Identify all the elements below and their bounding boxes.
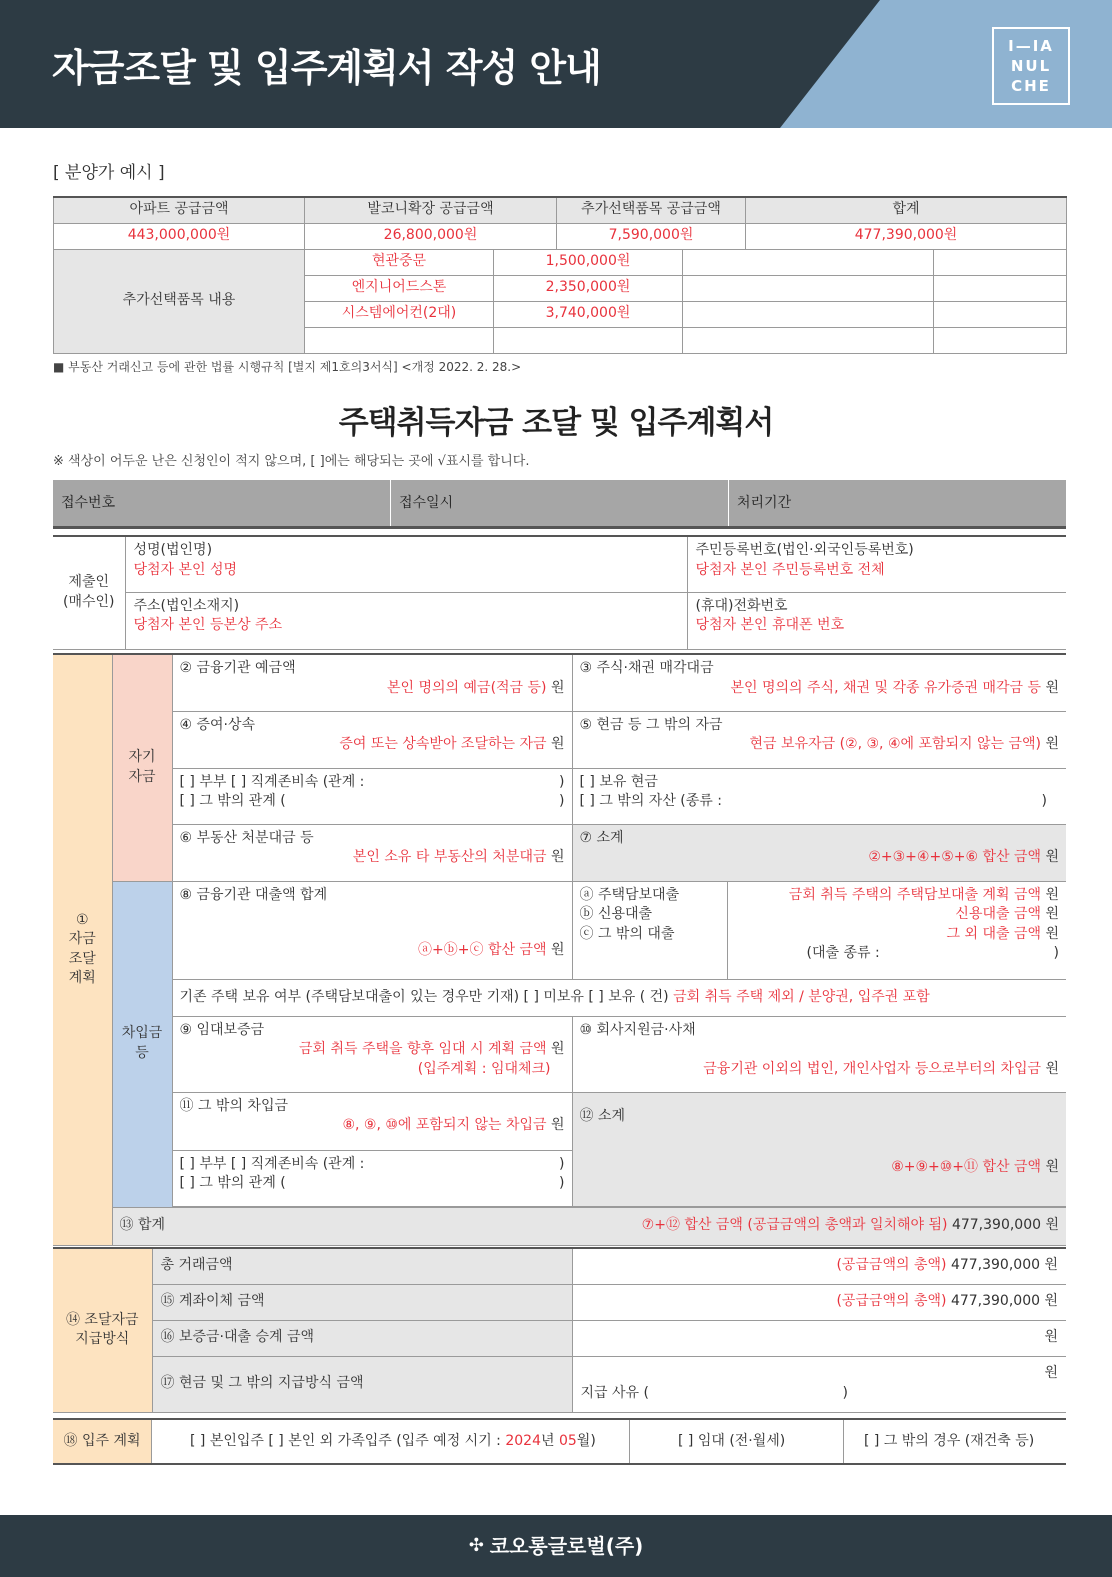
rental-deposit-field[interactable]: ⑨ 임대보증금 금회 취득 주택을 향후 임대 시 계획 금액 원 (입주계획 : 임대체크) <box>172 1016 572 1092</box>
existing-house-field[interactable]: 기존 주택 보유 여부 (주택담보대출이 있는 경우만 기재) [ ] 미보유 [ ] 보유 ( 건) 금회 취득 주택 제외 / 분양권, 입주권 포함 <box>172 979 1066 1016</box>
empty-cell <box>683 249 934 275</box>
form-hint: ※ 색상이 어두운 난은 신청인이 적지 않으며, [ ]에는 해당되는 곳에 √표시를 합니다. <box>53 454 530 469</box>
id-number-field[interactable]: 주민등록번호(법인·외국인등록번호) 당첨자 본인 주민등록번호 전체 <box>687 536 1066 592</box>
loan-total-field[interactable]: ⑧ 금융기관 대출액 합계 ⓐ+ⓑ+ⓒ 합산 금액 원 <box>172 881 572 979</box>
legal-note: ■ 부동산 거래신고 등에 관한 법률 시행규칙 [별지 제1호의3서식] <개정 2022. 2. 28.> <box>53 360 522 374</box>
header-banner <box>0 0 1112 128</box>
logo-line: I—IA <box>1008 37 1054 55</box>
brand-logo <box>992 27 1070 105</box>
value-cell: 7,590,000원 <box>557 223 746 249</box>
cash-amount-label: ⑰ 현금 및 그 밖의 지급방식 금액 <box>152 1356 572 1412</box>
transfer-amount-label: ⑮ 계좌이체 금액 <box>152 1284 572 1320</box>
cash-field[interactable]: ⑤ 현금 등 그 밖의 자금 현금 보유자금 (②, ③, ④에 포함되지 않는 금액) 원 <box>572 711 1066 768</box>
stock-field[interactable]: ③ 주식·채권 매각대금 본인 명의의 주식, 채권 및 각종 유가증권 매각금 등 원 <box>572 654 1066 711</box>
loan-subtotal-field: ⑫ 소계 ⑧+⑨+⑩+⑪ 합산 금액 원 <box>572 1092 1066 1206</box>
payment-section-label: ⑭ 조달자금 지급방식 <box>53 1248 152 1412</box>
option-price: 1,500,000원 <box>494 249 683 275</box>
empty-cell <box>934 249 1067 275</box>
empty-cell <box>934 327 1067 353</box>
footer-bar <box>0 1515 1112 1577</box>
empty-cell <box>683 327 934 353</box>
cash-type-field[interactable]: [ ] 보유 현금 [ ] 그 밖의 자산 (종류 : ) <box>572 768 1066 824</box>
header-cell: 추가선택품목 공급금액 <box>557 197 746 223</box>
page-title: 자금조달 및 입주계획서 작성 안내 <box>52 46 601 90</box>
options-label: 추가선택품목 내용 <box>54 249 305 353</box>
submitter-table <box>53 535 1066 650</box>
header-cell: 합계 <box>746 197 1067 223</box>
move-in-rent-option[interactable]: [ ] 임대 (전·월세) <box>630 1420 844 1463</box>
option-price: 3,740,000원 <box>494 301 683 327</box>
value-cell: 443,000,000원 <box>54 223 305 249</box>
assume-amount-label: ⑯ 보증금·대출 승계 금액 <box>152 1320 572 1356</box>
empty-cell <box>305 327 494 353</box>
empty-cell <box>934 301 1067 327</box>
header-cell: 아파트 공급금액 <box>54 197 305 223</box>
value-cell: 26,800,000원 <box>305 223 557 249</box>
funding-section-label: ① 자금 조달 계획 <box>53 654 112 1245</box>
submitter-label: 제출인 (매수인) <box>53 536 125 649</box>
property-sale-field[interactable]: ⑥ 부동산 처분대금 등 본인 소유 타 부동산의 처분대금 원 <box>172 824 572 881</box>
processing-period-field: 처리기간 <box>728 480 1066 526</box>
logo-line: NUL <box>1010 57 1052 75</box>
phone-field[interactable]: (휴대)전화번호 당첨자 본인 휴대폰 번호 <box>687 592 1066 649</box>
move-in-label: ⑱ 입주 계획 <box>53 1420 152 1463</box>
own-funds-label: 자기 자금 <box>112 654 172 881</box>
option-name: 엔지니어드스톤 <box>305 275 494 301</box>
gift-field[interactable]: ④ 증여·상속 증여 또는 상속받아 조달하는 자금 원 <box>172 711 572 768</box>
example-title: [ 분양가 예시 ] <box>53 163 165 183</box>
move-in-plan-row <box>53 1418 1066 1465</box>
transfer-amount-field[interactable]: (공급금액의 총액) 477,390,000 원 <box>572 1284 1066 1320</box>
other-loan-field[interactable]: ⑪ 그 밖의 차입금 ⑧, ⑨, ⑩에 포함되지 않는 차입금 원 <box>172 1092 572 1150</box>
payment-method-table <box>53 1247 1066 1413</box>
deposit-field[interactable]: ② 금융기관 예금액 본인 명의의 예금(적금 등) 원 <box>172 654 572 711</box>
grand-total-field: ⑬ 합계 ⑦+⑫ 합산 금액 (공급금액의 총액과 일치해야 됨) 477,390,000 원 <box>112 1207 1066 1245</box>
address-field[interactable]: 주소(법인소재지) 당첨자 본인 등본상 주소 <box>125 592 687 649</box>
funding-plan-table <box>53 653 1066 1246</box>
option-price: 2,350,000원 <box>494 275 683 301</box>
cash-amount-field[interactable]: 원 지급 사유 ( ) <box>572 1356 1066 1412</box>
company-name: 코오롱글로벌(주) <box>489 1534 644 1558</box>
loan-amounts-cell[interactable]: 금회 취득 주택의 주택담보대출 계획 금액 원 신용대출 금액 원 그 외 대출 금액 원 (대출 종류 : ) <box>727 881 1066 979</box>
example-price-table <box>53 196 1067 354</box>
own-subtotal-field: ⑦ 소계 ②+③+④+⑤+⑥ 합산 금액 원 <box>572 824 1066 881</box>
company-loan-field[interactable]: ⑩ 회사지원금·사채 금융기관 이외의 법인, 개인사업자 등으로부터의 차입금 원 <box>572 1016 1066 1092</box>
move-in-self-option[interactable]: [ ] 본인입주 [ ] 본인 외 가족입주 (입주 예정 시기 : 2024 년 05 월) <box>152 1420 630 1463</box>
kolon-logo-icon: ✣ <box>468 1535 484 1557</box>
loan-types-cell: ⓐ 주택담보대출 ⓑ 신용대출 ⓒ 그 밖의 대출 <box>572 881 727 979</box>
value-cell: 477,390,000원 <box>746 223 1067 249</box>
option-name: 현관중문 <box>305 249 494 275</box>
gift-relation-field[interactable]: [ ] 부부 [ ] 직계존비속 (관계 : ) [ ] 그 밖의 관계 ( ) <box>172 768 572 824</box>
assume-amount-field[interactable]: 원 <box>572 1320 1066 1356</box>
receipt-row <box>53 480 1066 529</box>
option-name: 시스템에어컨(2대) <box>305 301 494 327</box>
receipt-date-field: 접수일시 <box>390 480 728 526</box>
empty-cell <box>683 275 934 301</box>
empty-cell <box>494 327 683 353</box>
borrowed-funds-label: 차입금 등 <box>112 881 172 1207</box>
receipt-number-field: 접수번호 <box>61 495 116 511</box>
empty-cell <box>934 275 1067 301</box>
empty-cell <box>683 301 934 327</box>
total-amount-field[interactable]: (공급금액의 총액) 477,390,000 원 <box>572 1248 1066 1284</box>
header-cell: 발코니확장 공급금액 <box>305 197 557 223</box>
form-title: 주택취득자금 조달 및 입주계획서 <box>338 405 774 441</box>
move-in-other-option[interactable]: [ ] 그 밖의 경우 (재건축 등) <box>864 1432 1035 1449</box>
loan-relation-field[interactable]: [ ] 부부 [ ] 직계존비속 (관계 : ) [ ] 그 밖의 관계 ( ) <box>172 1150 572 1206</box>
logo-line: CHE <box>1011 77 1051 95</box>
total-amount-label: 총 거래금액 <box>152 1248 572 1284</box>
name-field[interactable]: 성명(법인명) 당첨자 본인 성명 <box>125 536 687 592</box>
